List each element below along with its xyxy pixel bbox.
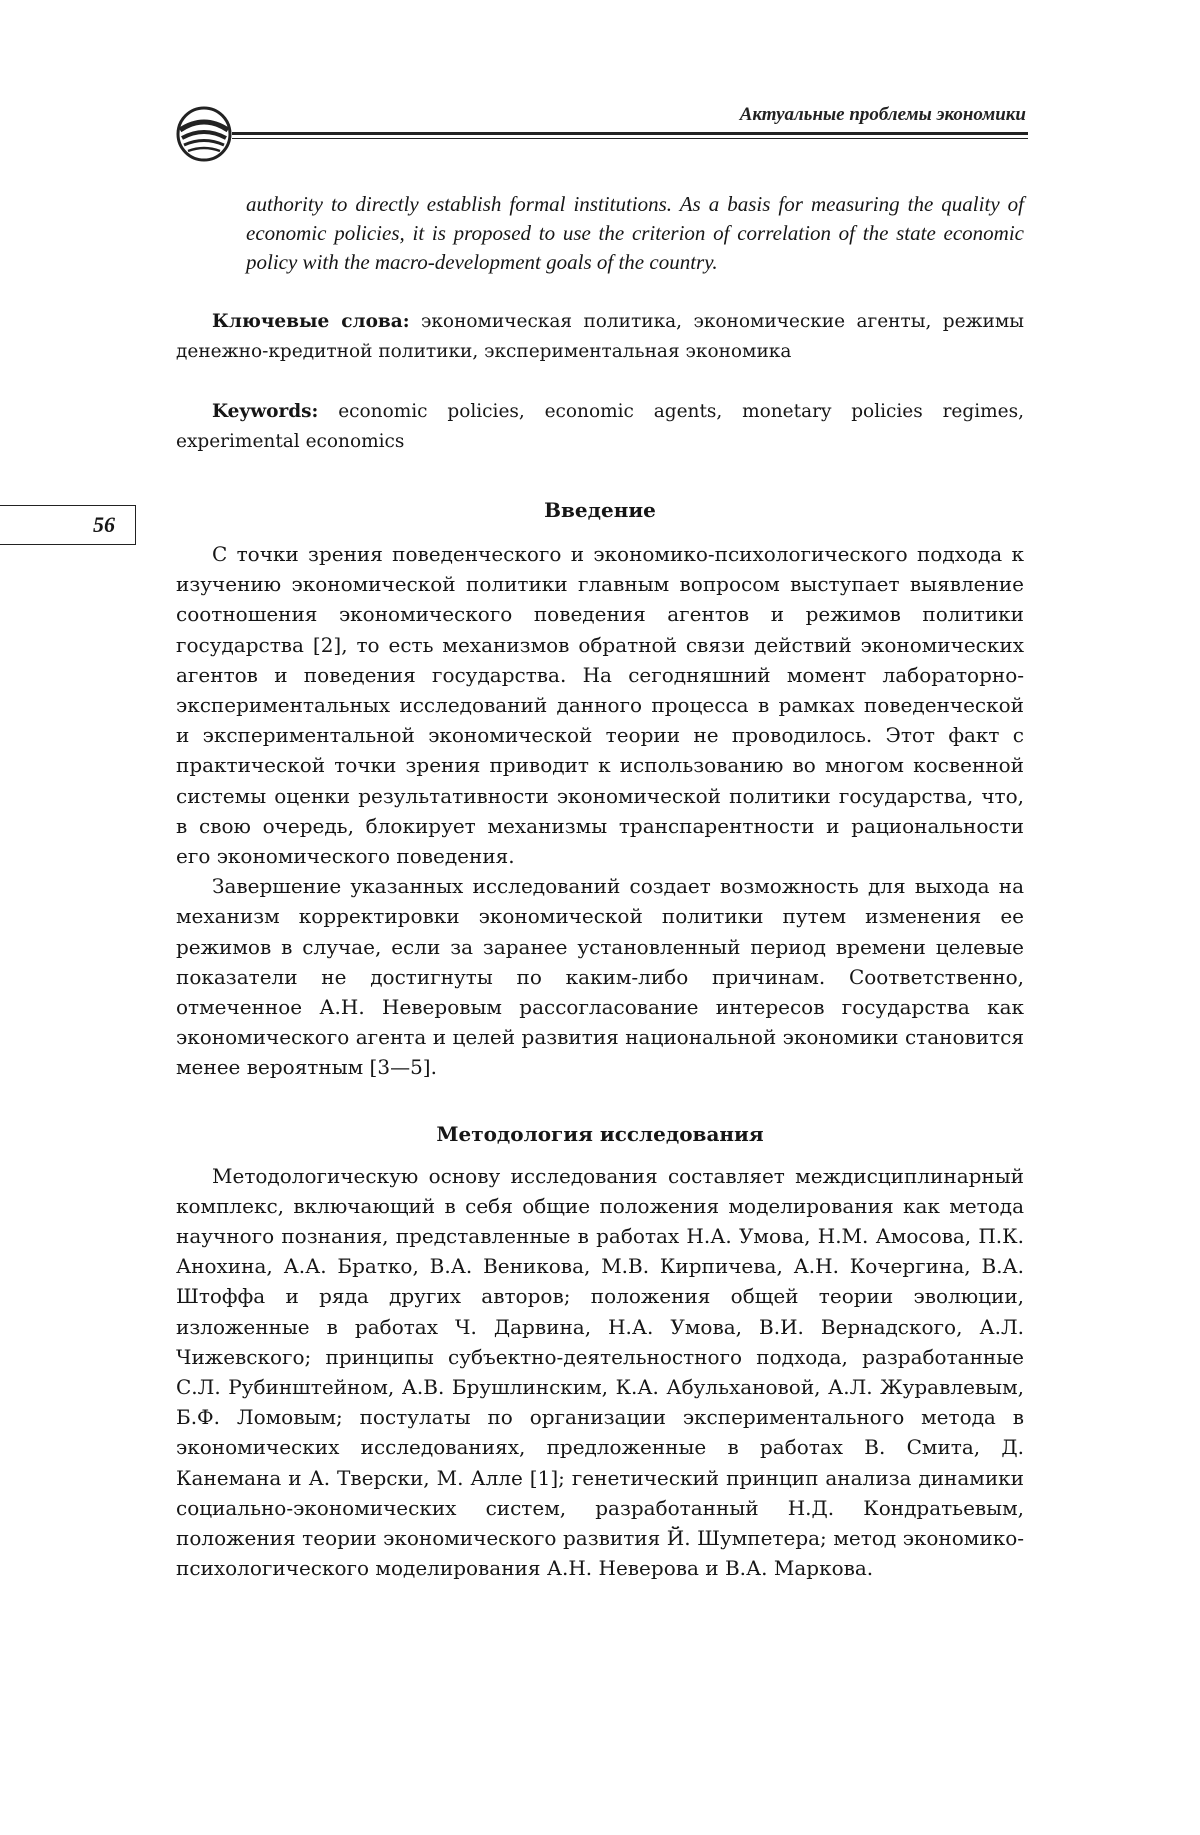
- keywords-en: [176, 397, 1024, 457]
- keywords-ru-text: экономическая политика, экономические агенты, режимы денежно-кредитной политики, экспериментальная экономика: [176, 311, 1024, 362]
- keywords-ru-label: Ключевые слова:: [212, 311, 410, 332]
- header-rule-thick: [232, 132, 1028, 135]
- keywords-en-text: economic policies, economic agents, monetary policies regimes, experimental economics: [176, 401, 1024, 452]
- intro-paragraph-1: С точки зрения поведенческого и экономико-психологического подхода к изучению экономической политики главным вопросом выступает выявление соотношения экономического поведения агентов и режимов политики государства [2], то есть механизмов обратной связи действий экономических агентов и поведения государства. На сегодняшний момент лабораторно-экспериментальных исследований данного процесса в рамках поведенческой и экспериментальной экономической теории не проводилось. Этот факт с практической точки зрения приводит к использованию во многом косвенной системы оценки результативности экономической политики государства, что, в свою очередь, блокирует механизмы транспарентности и рациональности его экономического поведения.: [176, 542, 1024, 869]
- section-heading-intro: Введение: [544, 498, 656, 522]
- journal-running-title: Актуальные проблемы экономики: [739, 104, 1026, 125]
- intro-paragraph-2: Завершение указанных исследований создает возможность для выхода на механизм корректировки экономической политики путем изменения ее режимов в случае, если за заранее установленный период времени целевые показатели не достигнуты по каким-либо причинам. Соответственно, отмеченное А.Н. Неверовым рассогласование интересов государства как экономического агента и целей развития национальной экономики становится менее вероятным [3—5].: [176, 874, 1024, 1080]
- header-rule-thin: [232, 138, 1028, 139]
- page-content: [176, 190, 1024, 1584]
- abstract-tail: authority to directly establish formal institutions. As a basis for measuring the quality of economic policies, it is proposed to use the criterion of correlation of the state economic policy with the macro-development goals of the country.: [246, 192, 1024, 274]
- methodology-paragraph-1: Методологическую основу исследования составляет междисциплинарный комплекс, включающий в себя общие положения моделирования как метода научного познания, представленные в работах Н.А. Умова, Н.М. Амосова, П.К. Анохина, А.А. Братко, В.А. Веникова, М.В. Кирпичева, А.Н. Кочергина, В.А. Штоффа и ряда других авторов; положения общей теории эволюции, изложенные в работах Ч. Дарвина, Н.А. Умова, В.И. Вернадского, А.Л. Чижевского; принципы субъектно-деятельностного подхода, разработанные С.Л. Рубинштейном, А.В. Брушлинским, К.А. Абульхановой, А.Л. Журавлевым, Б.Ф. Ломовым; постулаты по организации экспериментального метода в экономических исследованиях, предложенные в работах В. Смита, Д. Канемана и А. Тверски, М. Алле [1]; генетический принцип анализа динамики социально-экономических систем, разработанный Н.Д. Кондратьевым, положения теории экономического развития Й. Шумпетера; метод экономико-психологического моделирования А.Н. Неверова и В.А. Маркова.: [176, 1163, 1024, 1581]
- keywords-en-label: Keywords:: [212, 401, 319, 422]
- section-heading-methodology: Методология исследования: [436, 1121, 764, 1146]
- journal-logo-icon: [174, 100, 236, 168]
- page-number: 56: [0, 505, 136, 545]
- keywords-ru: [176, 307, 1024, 367]
